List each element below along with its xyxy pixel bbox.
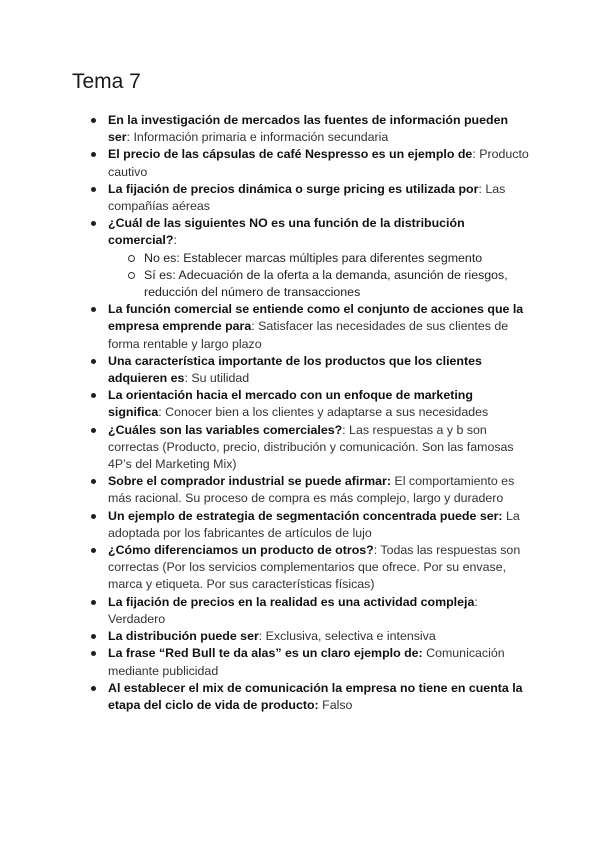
answer-text: La adoptada por los fabricantes de artículos de lujo bbox=[108, 508, 520, 540]
answer-text: : Información primaria e información secundaria bbox=[126, 130, 389, 145]
question-text: La distribución puede ser bbox=[108, 629, 259, 644]
question-text: ¿Cómo diferenciamos un producto de otros? bbox=[108, 543, 374, 558]
question-text: ¿Cuáles son las variables comerciales? bbox=[108, 422, 343, 437]
answer-text: Falso bbox=[318, 697, 353, 712]
question-text: Una característica importante de los productos que los clientes adquieren es bbox=[108, 353, 482, 386]
question-text: ¿Cuál de las siguientes NO es una función de la distribución comercial? bbox=[108, 216, 465, 248]
list-item bbox=[90, 542, 530, 594]
list-item bbox=[90, 508, 530, 542]
list-item bbox=[90, 112, 530, 146]
list-item bbox=[90, 146, 530, 180]
question-text: Sobre el comprador industrial se puede afirmar: bbox=[108, 474, 391, 489]
list-item bbox=[90, 680, 530, 714]
answer-text: : Todas las respuestas son correctas (Por los servicios complementarios que ofrece. Por su envase, marca y etiqueta. Por sus características físicas) bbox=[108, 543, 521, 592]
list-item bbox=[90, 387, 530, 421]
list-item bbox=[90, 422, 530, 474]
list-item bbox=[90, 645, 530, 679]
question-text: La orientación hacia el mercado con un enfoque de marketing significa bbox=[108, 388, 473, 420]
answer-text: Comunicación mediante publicidad bbox=[108, 646, 505, 678]
sub-list-item: No es: Establecer marcas múltiples para diferentes segmento bbox=[108, 250, 530, 267]
question-text: Al establecer el mix de comunicación la empresa no tiene en cuenta la etapa del ciclo de vida de producto: bbox=[108, 680, 523, 712]
question-text: La función comercial se entiende como el conjunto de acciones que la empresa emprende para bbox=[108, 302, 524, 334]
answer-text: : Conocer bien a los clientes y adaptarse a sus necesidades bbox=[158, 405, 489, 420]
answer-text: : Las compañías aéreas bbox=[108, 181, 506, 214]
question-text: Un ejemplo de estrategia de segmentación concentrada puede ser: bbox=[108, 508, 503, 523]
answer-text: : Producto cautivo bbox=[108, 147, 529, 179]
answer-text: : Su utilidad bbox=[184, 371, 250, 386]
answer-text: El comportamiento es más racional. Su proceso de compra es más complejo, largo y duradero bbox=[108, 474, 515, 506]
list-item bbox=[90, 353, 530, 387]
list-item bbox=[90, 215, 530, 301]
list-item bbox=[90, 628, 530, 645]
page-title: Tema 7 bbox=[72, 70, 141, 93]
question-text: La fijación de precios dinámica o surge pricing es utilizada por bbox=[108, 181, 479, 196]
question-text: La fijación de precios en la realidad es una actividad compleja bbox=[108, 594, 475, 609]
question-text: El precio de las cápsulas de café Nespresso es un ejemplo de bbox=[108, 147, 473, 162]
list-item bbox=[90, 181, 530, 215]
sub-list bbox=[108, 250, 530, 302]
question-text: La frase “Red Bull te da alas” es un claro ejemplo de: bbox=[108, 646, 423, 661]
answer-text: : Satisfacer las necesidades de sus clientes de forma rentable y largo plazo bbox=[108, 319, 509, 351]
answer-text: : bbox=[173, 233, 177, 248]
list-item bbox=[90, 301, 530, 353]
answer-text: : Las respuestas a y b son correctas (Producto, precio, distribución y comunicación. Son las famosas 4P’s del Marketing Mix) bbox=[108, 422, 514, 472]
question-list bbox=[90, 112, 530, 714]
sub-list-item: Sí es: Adecuación de la oferta a la demanda, asunción de riesgos, reducción del número de transacciones bbox=[108, 267, 530, 301]
question-text: En la investigación de mercados las fuentes de información pueden ser bbox=[108, 113, 509, 145]
answer-text: : Verdadero bbox=[108, 594, 478, 626]
list-item bbox=[90, 594, 530, 628]
answer-text: : Exclusiva, selectiva e intensiva bbox=[258, 629, 436, 644]
list-item bbox=[90, 473, 530, 507]
